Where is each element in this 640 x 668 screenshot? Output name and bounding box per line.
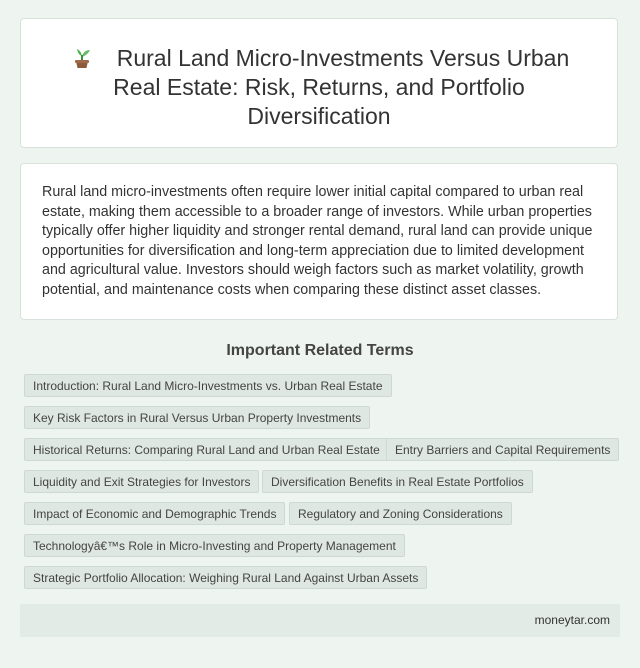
- site-name-link[interactable]: moneytar.com: [534, 613, 610, 627]
- sprout-icon: [69, 43, 95, 69]
- related-term-tag[interactable]: Introduction: Rural Land Micro-Investments vs. Urban Real Estate: [24, 374, 392, 397]
- description-card: [20, 163, 618, 320]
- related-term-tag[interactable]: Technologyâ€™s Role in Micro-Investing and Property Management: [24, 534, 405, 557]
- description-text: Rural land micro-investments often require lower initial capital compared to urban real estate, making them accessible to a broader range of investors. While urban properties typically offer higher liquidity and stronger rental demand, rural land can provide unique opportunities for diversification and long-term appreciation due to limited development and agricultural value. Investors should weigh factors such as market volatility, growth potential, and maintenance costs when comparing these distinct asset classes.: [42, 184, 593, 298]
- related-term-tag[interactable]: Entry Barriers and Capital Requirements: [386, 438, 619, 461]
- page-title: Rural Land Micro-Investments Versus Urban Real Estate: Risk, Returns, and Portfolio Diversification: [113, 45, 570, 129]
- related-terms-heading: Important Related Terms: [226, 342, 414, 359]
- related-term-tag[interactable]: Impact of Economic and Demographic Trends: [24, 502, 285, 525]
- page-title-wrap: [21, 43, 617, 131]
- related-term-tag[interactable]: Key Risk Factors in Rural Versus Urban Property Investments: [24, 406, 370, 429]
- related-term-tag[interactable]: Liquidity and Exit Strategies for Investors: [24, 470, 259, 493]
- related-term-tag[interactable]: Regulatory and Zoning Considerations: [289, 502, 512, 525]
- related-term-tag[interactable]: Diversification Benefits in Real Estate Portfolios: [262, 470, 533, 493]
- related-term-tag[interactable]: Historical Returns: Comparing Rural Land and Urban Real Estate: [24, 438, 389, 461]
- footer-bar: [20, 604, 620, 637]
- related-term-tag[interactable]: Strategic Portfolio Allocation: Weighing Rural Land Against Urban Assets: [24, 566, 427, 589]
- title-card: [20, 18, 618, 148]
